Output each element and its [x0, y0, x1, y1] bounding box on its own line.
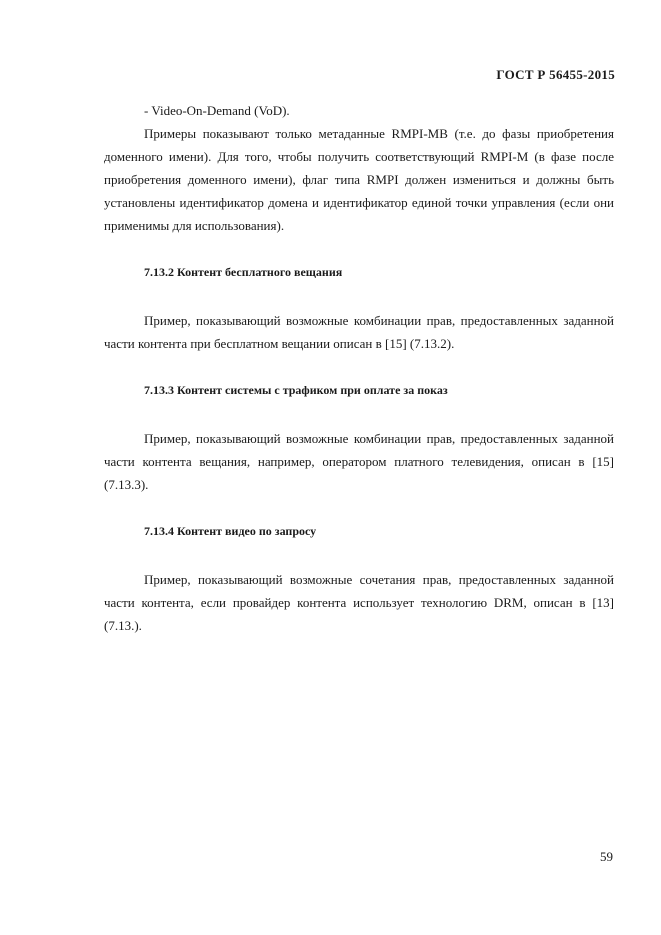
spacer	[104, 402, 614, 427]
spacer	[104, 284, 614, 309]
section-text-7-13-2: Пример, показывающий возможные комбинации прав, предоставленных заданной части контента при бесплатном вещании описан в [15] (7.13.2).	[104, 313, 614, 351]
section-heading-7-13-2: 7.13.2 Контент бесплатного вещания	[144, 265, 343, 279]
section-heading-7-13-3: 7.13.3 Контент системы с трафиком при оплате за показ	[144, 383, 448, 397]
standard-header: ГОСТ Р 56455-2015	[496, 67, 615, 82]
spacer	[104, 543, 614, 568]
section-text-7-13-4: Пример, показывающий возможные сочетания прав, предоставленных заданной части контента, если провайдер контента использует технологию DRM, описан в [13] (7.13.).	[104, 572, 614, 633]
intro-paragraph: Примеры показывают только метаданные RMPI-MB (т.е. до фазы приобретения доменного имени). Для того, чтобы получить соответствующий RMPI-M (в фазе после приобретения доменного имени), флаг типа RMPI должен измениться и должны быть установлены идентификатор домена и идентификатор единой точки управления (если они применимы для использования).	[104, 126, 614, 233]
spacer	[104, 496, 614, 520]
spacer	[104, 237, 614, 261]
list-item: - Video-On-Demand (VoD).	[144, 103, 290, 118]
section-heading-7-13-4: 7.13.4 Контент видео по запросу	[144, 524, 317, 538]
document-body	[104, 99, 614, 637]
section-text-7-13-3: Пример, показывающий возможные комбинации прав, предоставленных заданной части контента вещания, например, оператором платного телевидения, описан в [15] (7.13.3).	[104, 431, 614, 492]
spacer	[104, 355, 614, 379]
page-number: 59	[600, 849, 613, 864]
